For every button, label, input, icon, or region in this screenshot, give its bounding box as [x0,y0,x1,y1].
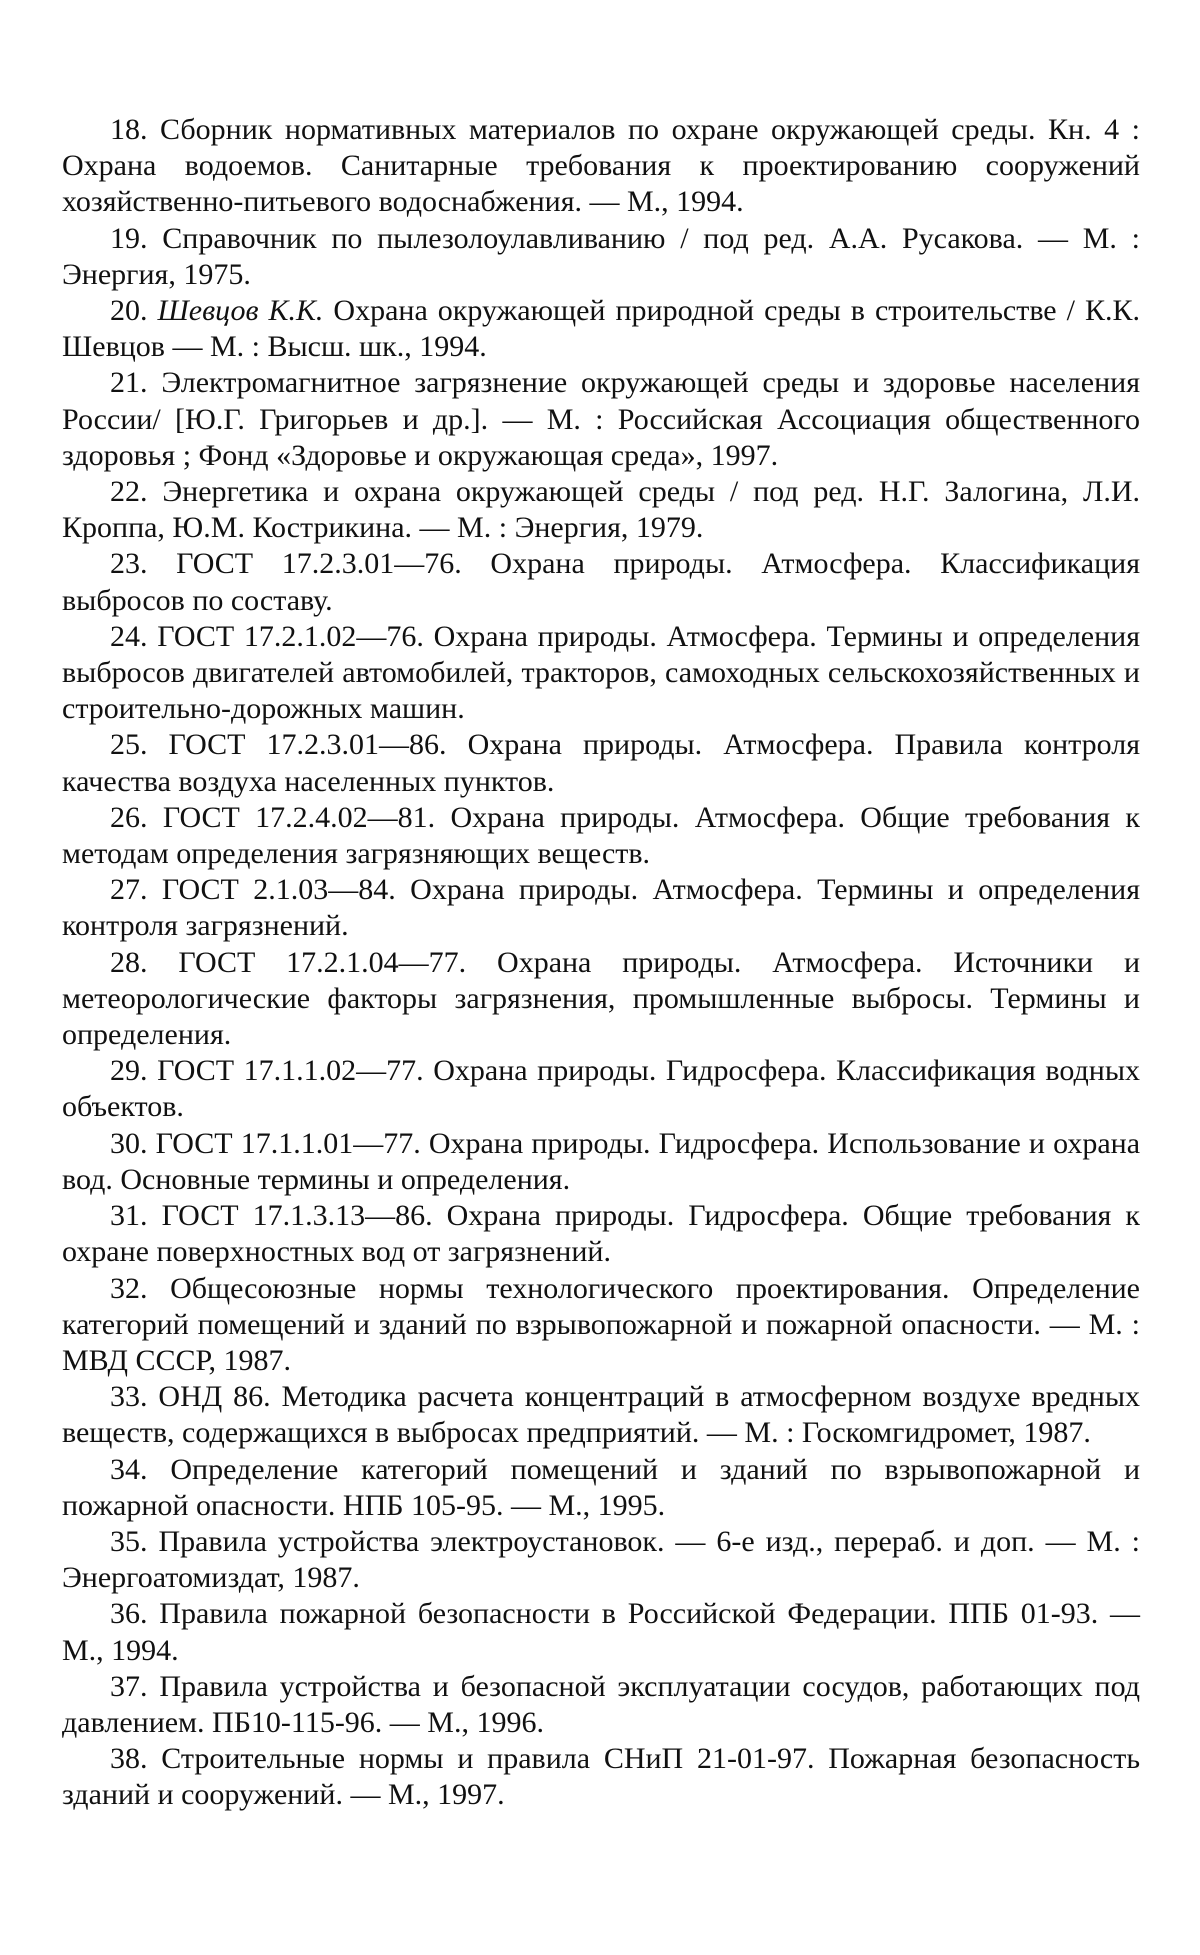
reference-text: Энергетика и охрана окружающей среды / под ред. Н.Г. Залогина, Л.И. Кроппа, Ю.М. Кострикина. — М. : Энергия, 1979. [62,475,1141,545]
reference-text: ГОСТ 17.2.1.02—76. Охрана природы. Атмосфера. Термины и определения выбросов двигателей автомобилей, тракторов, самоходных сельскохозяйственных и строительно-дорожных машин. [62,619,1141,726]
reference-text: Правила устройства и безопасной эксплуатации сосудов, работающих под давлением. ПБ10-115-96. — М., 1996. [62,1669,1140,1739]
reference-item [62,1126,1140,1198]
reference-item [62,1053,1140,1125]
reference-text: ОНД 86. Методика расчета концентраций в атмосферном воздухе вредных веществ, содержащихся в выбросах предприятий. — М. : Госкомгидромет, 1987. [62,1380,1141,1450]
reference-text: ГОСТ 17.2.3.01—76. Охрана природы. Атмосфера. Классификация выбросов по составу. [62,547,1140,617]
reference-text: ГОСТ 17.1.3.13—86. Охрана природы. Гидросфера. Общие требования к охране поверхностных вод от загрязнений. [62,1199,1140,1269]
reference-item [62,1741,1140,1813]
reference-text: ГОСТ 17.2.3.01—86. Охрана природы. Атмосфера. Правила контроля качества воздуха населенных пунктов. [62,728,1141,798]
reference-number: 35. [110,1524,148,1558]
reference-number: 36. [110,1597,148,1631]
reference-number: 18. [110,113,148,146]
reference-number: 38. [110,1742,148,1776]
reference-text: ГОСТ 2.1.03—84. Охрана природы. Атмосфера. Термины и определения контроля загрязнений. [62,873,1141,943]
reference-item [62,474,1140,546]
reference-author: Шевцов К.К. [157,294,324,328]
reference-number: 21. [110,366,148,400]
reference-text: Справочник по пылезолоулавливанию / под ред. А.А. Русакова. — М. : Энергия, 1975. [62,221,1140,291]
reference-text: Определение категорий помещений и зданий по взрывопожарной и пожарной опасности. НПБ 105-95. — М., 1995. [62,1452,1141,1522]
reference-text: ГОСТ 17.2.4.02—81. Охрана природы. Атмосфера. Общие требования к методам определения загрязняющих веществ. [62,800,1141,871]
reference-number: 27. [110,873,148,907]
reference-item [62,1524,1140,1596]
reference-text: ГОСТ 17.1.1.02—77. Охрана природы. Гидросфера. Классификация водных объектов. [62,1054,1141,1124]
reference-item [62,945,1140,1054]
reference-number: 37. [110,1669,148,1703]
reference-number: 19. [110,221,148,255]
reference-number: 33. [110,1380,148,1414]
reference-item [62,727,1140,799]
reference-text: Правила устройства электроустановок. — 6-е изд., перераб. и доп. — М. : Энергоатомиздат, 1987. [62,1524,1140,1595]
reference-text: Сборник нормативных материалов по охране окружающей среды. Кн. 4 : Охрана водоемов. Санитарные требования к проектированию сооружений хозяйственно-питьевого водоснабжения. — М., 1994. [62,113,1140,219]
reference-text: Электромагнитное загрязнение окружающей среды и здоровье населения России/ [Ю.Г. Григорьев и др.]. — М. : Российская Ассоциация общественного здоровья ; Фонд «Здоровье и окружающая среда», 1997. [62,366,1140,472]
reference-item [62,112,1140,221]
reference-item [62,546,1140,618]
reference-item [62,872,1140,944]
reference-text: Охрана окружающей природной среды в строительстве / К.К. Шевцов — М. : Высш. шк., 1994. [62,294,1141,364]
reference-item [62,1669,1140,1741]
reference-number: 20. [110,294,148,328]
reference-text: ГОСТ 17.1.1.01—77. Охрана природы. Гидросфера. Использование и охрана вод. Основные термины и определения. [62,1126,1141,1196]
reference-number: 34. [110,1452,148,1486]
reference-item [62,1452,1140,1524]
reference-number: 29. [110,1054,148,1088]
reference-item [62,1379,1140,1451]
reference-item [62,1198,1140,1270]
reference-item [62,221,1140,293]
reference-item [62,619,1140,728]
reference-item [62,1596,1140,1668]
reference-item [62,293,1140,365]
reference-number: 26. [110,800,148,834]
reference-number: 32. [110,1271,148,1305]
reference-item [62,365,1140,474]
reference-item [62,800,1140,872]
reference-text: Правила пожарной безопасности в Российской Федерации. ППБ 01-93. — М., 1994. [62,1597,1140,1667]
reference-number: 31. [110,1199,148,1233]
reference-number: 24. [110,619,148,653]
reference-text: Строительные нормы и правила СНиП 21-01-97. Пожарная безопасность зданий и сооружений. — М., 1997. [62,1742,1140,1812]
reference-number: 22. [110,475,148,509]
reference-number: 28. [110,945,148,979]
reference-text: Общесоюзные нормы технологического проектирования. Определение категорий помещений и зданий по взрывопожарной и пожарной опасности. — М. : МВД СССР, 1987. [62,1271,1140,1377]
reference-number: 25. [110,728,148,762]
reference-number: 30. [110,1126,148,1160]
reference-list [62,112,1140,1814]
reference-text: ГОСТ 17.2.1.04—77. Охрана природы. Атмосфера. Источники и метеорологические факторы загрязнения, промышленные выбросы. Термины и определения. [62,945,1141,1052]
reference-number: 23. [110,547,148,581]
reference-item [62,1271,1140,1380]
